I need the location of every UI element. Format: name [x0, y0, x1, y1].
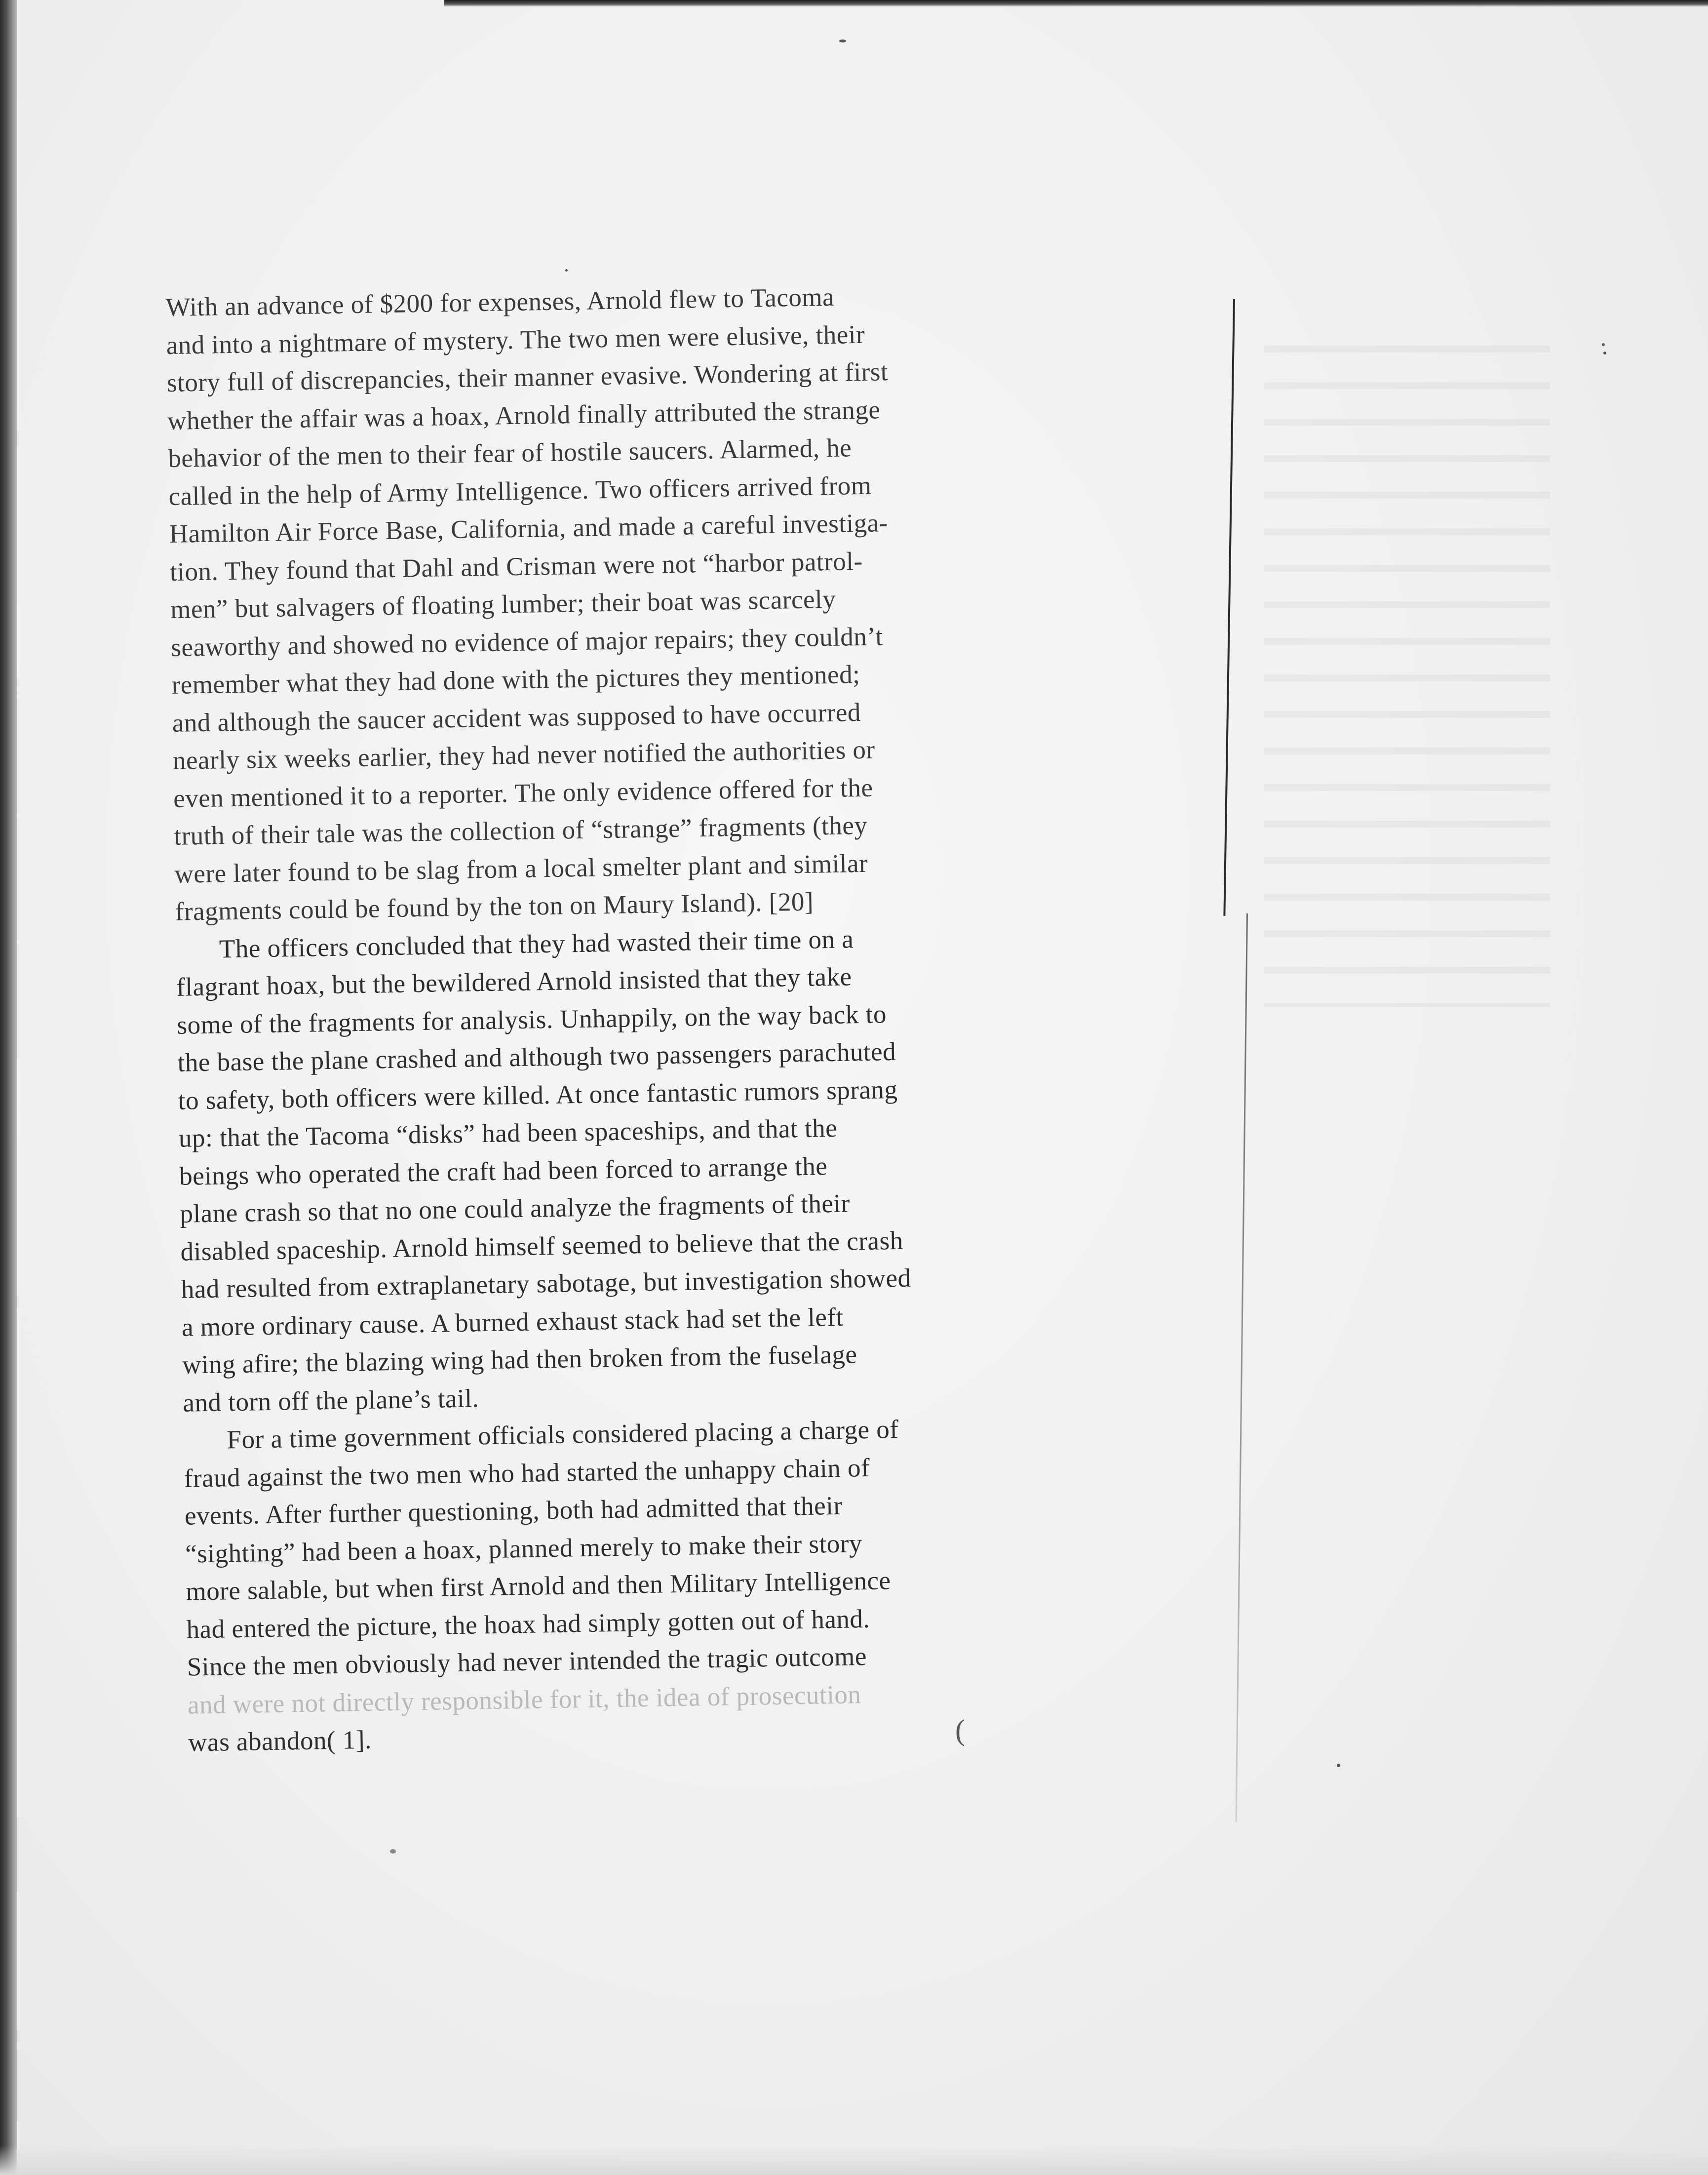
line: even mentioned it to a reporter. The only evidence offered for the — [173, 773, 873, 813]
line: seaworthy and showed no evidence of major repairs; they couldn’t — [170, 622, 884, 662]
line: a more ordinary cause. A burned exhaust stack had set the left — [181, 1303, 844, 1342]
dust-speck — [1337, 1764, 1340, 1767]
line: plane crash so that no one could analyze the fragments of their — [179, 1189, 851, 1228]
line: The officers concluded that they had wasted their time on a — [219, 924, 854, 963]
stray-mark: ( — [955, 1714, 965, 1746]
body-text — [165, 275, 1077, 1762]
faded-line: and were not directly responsible for it, the idea of prosecution — [187, 1680, 861, 1720]
gutter-rule — [1223, 299, 1235, 916]
line: fraud against the two men who had started the unhappy chain of — [184, 1453, 870, 1493]
line: to safety, both officers were killed. At once fantastic rumors sprang — [178, 1075, 898, 1115]
line: some of the fragments for analysis. Unhappily, on the way back to — [176, 999, 887, 1040]
line: had entered the picture, the hoax had simply gotten out of hand. — [186, 1604, 870, 1644]
line: tion. They found that Dahl and Crisman were not “harbor patrol- — [169, 547, 863, 587]
line: “sighting” had been a hoax, planned merely to make their story — [185, 1529, 863, 1569]
line: flagrant hoax, but the bewildered Arnold insisted that they take — [176, 962, 852, 1002]
line: and although the saucer accident was supposed to have occurred — [172, 698, 861, 738]
line: fragments could be found by the ton on Maury Island). [20] — [175, 887, 814, 926]
scan-top-border — [444, 0, 1708, 7]
line: men” but salvagers of floating lumber; their boat was scarcely — [170, 585, 836, 624]
scan-left-border — [0, 0, 17, 2175]
line: events. After further questioning, both had admitted that their — [184, 1491, 843, 1531]
line: behavior of the men to their fear of hostile saucers. Alarmed, he — [167, 434, 852, 473]
line: Since the men obviously had never intended the tragic outcome — [187, 1642, 867, 1682]
line: disabled spaceship. Arnold himself seemed to believe that the crash — [180, 1226, 904, 1266]
line: truth of their tale was the collection of “strange” fragments (they — [173, 811, 868, 851]
scan-bottom-shadow — [0, 2145, 1708, 2175]
line: more salable, but when first Arnold and then Military Intelligence — [185, 1566, 892, 1606]
line: had resulted from extraplanetary sabotage, but investigation showed — [181, 1264, 911, 1304]
line: called in the help of Army Intelligence. Two officers arrived from — [168, 471, 872, 511]
line: remember what they had done with the pictures they mentioned; — [171, 660, 860, 700]
paragraph-1 — [165, 275, 1064, 931]
line: nearly six weeks earlier, they had never notified the authorities or — [172, 735, 875, 775]
paragraph-3 — [183, 1408, 1077, 1762]
dust-speck — [1603, 352, 1606, 355]
line: wing afire; the blazing wing had then broken from the fuselage — [182, 1340, 857, 1380]
dust-speck — [1602, 343, 1605, 346]
line: were later found to be slag from a local smelter plant and similar — [174, 849, 868, 889]
line: was abandon( 1]. — [188, 1725, 372, 1757]
paragraph-2 — [175, 917, 1071, 1422]
dust-speck — [839, 40, 846, 42]
bleed-through-text — [1264, 316, 1550, 1007]
line: and torn off the plane’s tail. — [182, 1384, 479, 1418]
line: beings who operated the craft had been forced to arrange the — [179, 1151, 828, 1191]
dust-speck — [390, 1849, 396, 1854]
line: and into a nightmare of mystery. The two men were elusive, their — [166, 320, 865, 360]
dust-speck — [565, 269, 568, 272]
line: Hamilton Air Force Base, California, and made a careful investiga- — [169, 509, 889, 549]
line: the base the plane crashed and although two passengers parachuted — [177, 1037, 896, 1077]
line: With an advance of $200 for expenses, Arnold flew to Tacoma — [165, 282, 835, 322]
gutter-rule-lower — [1236, 913, 1248, 1822]
line: For a time government officials considered placing a charge of — [227, 1415, 899, 1455]
line: up: that the Tacoma “disks” had been spaceships, and that the — [178, 1113, 838, 1153]
line: whether the affair was a hoax, Arnold finally attributed the strange — [167, 395, 881, 435]
line: story full of discrepancies, their manner evasive. Wondering at first — [166, 357, 889, 397]
